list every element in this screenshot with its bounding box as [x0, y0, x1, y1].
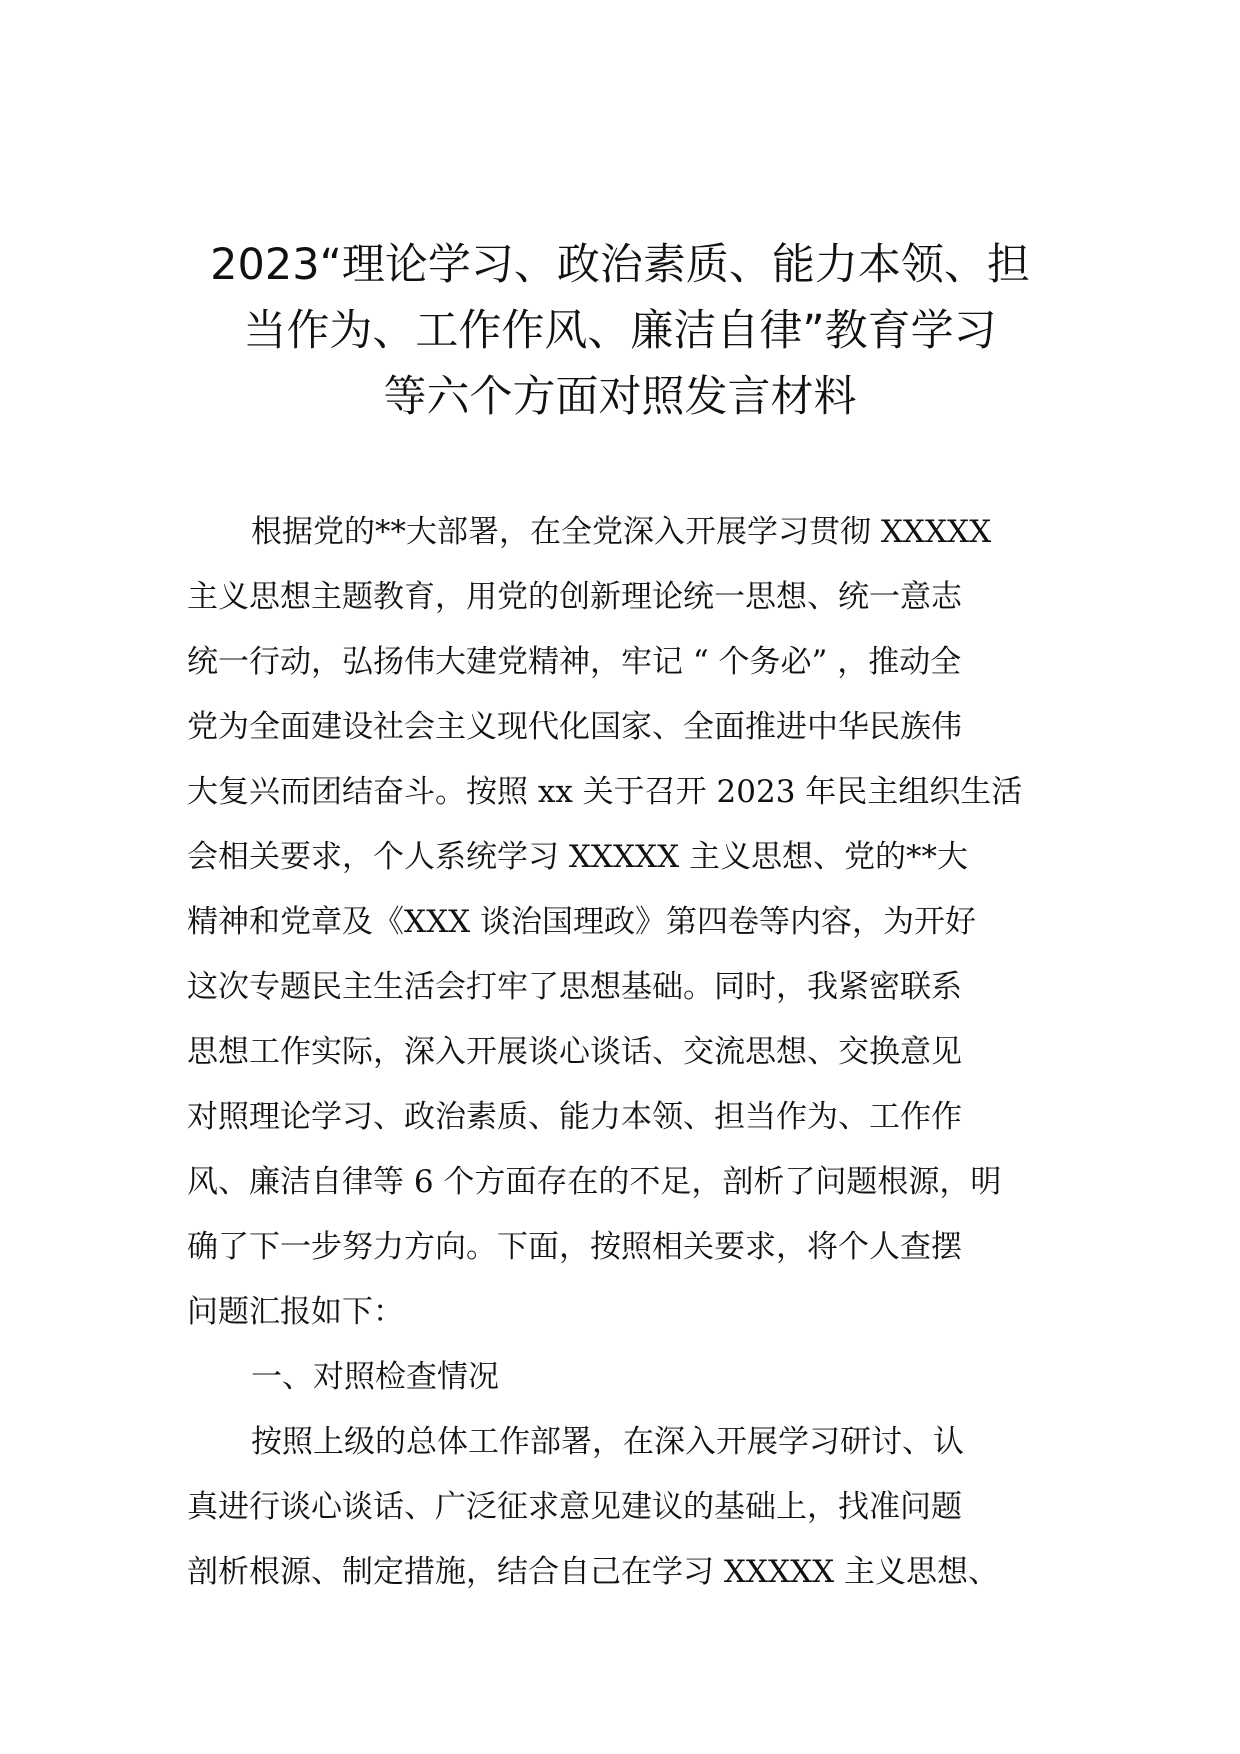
body-line: 问题汇报如下：	[187, 1294, 404, 1330]
title-line-2: 当作为、工作作风、廉洁自律”教育学习	[243, 306, 997, 356]
body-line: 精神和党章及《XXX 谈治国理政》第四卷等内容，为开好	[187, 904, 977, 940]
document-body	[187, 500, 1067, 1605]
title-line-3: 等六个方面对照发言材料	[383, 372, 857, 422]
body-line: 风、廉洁自律等 6 个方面存在的不足，剖析了问题根源，明	[187, 1164, 1002, 1200]
body-line: 党为全面建设社会主义现代化国家、全面推进中华民族伟	[187, 709, 962, 745]
body-line: 真进行谈心谈话、广泛征求意见建议的基础上，找准问题	[187, 1489, 962, 1525]
title-line-1: 2023“理论学习、政治素质、能力本领、担	[210, 240, 1030, 290]
body-line: 会相关要求，个人系统学习 XXXXX 主义思想、党的**大	[187, 839, 969, 875]
body-line: 统一行动，弘扬伟大建党精神，牢记 “ 个务必” ，推动全	[187, 644, 962, 680]
body-line: 确了下一步努力方向。下面，按照相关要求，将个人查摆	[187, 1229, 962, 1265]
body-line: 主义思想主题教育，用党的创新理论统一思想、统一意志	[187, 579, 962, 615]
body-line: 剖析根源、制定措施，结合自己在学习 XXXXX 主义思想、	[187, 1554, 1000, 1590]
section-heading: 一、对照检查情况	[251, 1359, 499, 1395]
body-line: 大复兴而团结奋斗。按照 xx 关于召开 2023 年民主组织生活	[187, 774, 1023, 810]
body-line: 根据党的**大部署，在全党深入开展学习贯彻 XXXXX	[251, 514, 992, 550]
document-title	[150, 232, 1090, 430]
body-line: 思想工作实际，深入开展谈心谈话、交流思想、交换意见	[187, 1034, 962, 1070]
body-line: 按照上级的总体工作部署，在深入开展学习研讨、认	[251, 1424, 964, 1460]
body-line: 对照理论学习、政治素质、能力本领、担当作为、工作作	[187, 1099, 962, 1135]
body-line: 这次专题民主生活会打牢了思想基础。同时，我紧密联系	[187, 969, 962, 1005]
